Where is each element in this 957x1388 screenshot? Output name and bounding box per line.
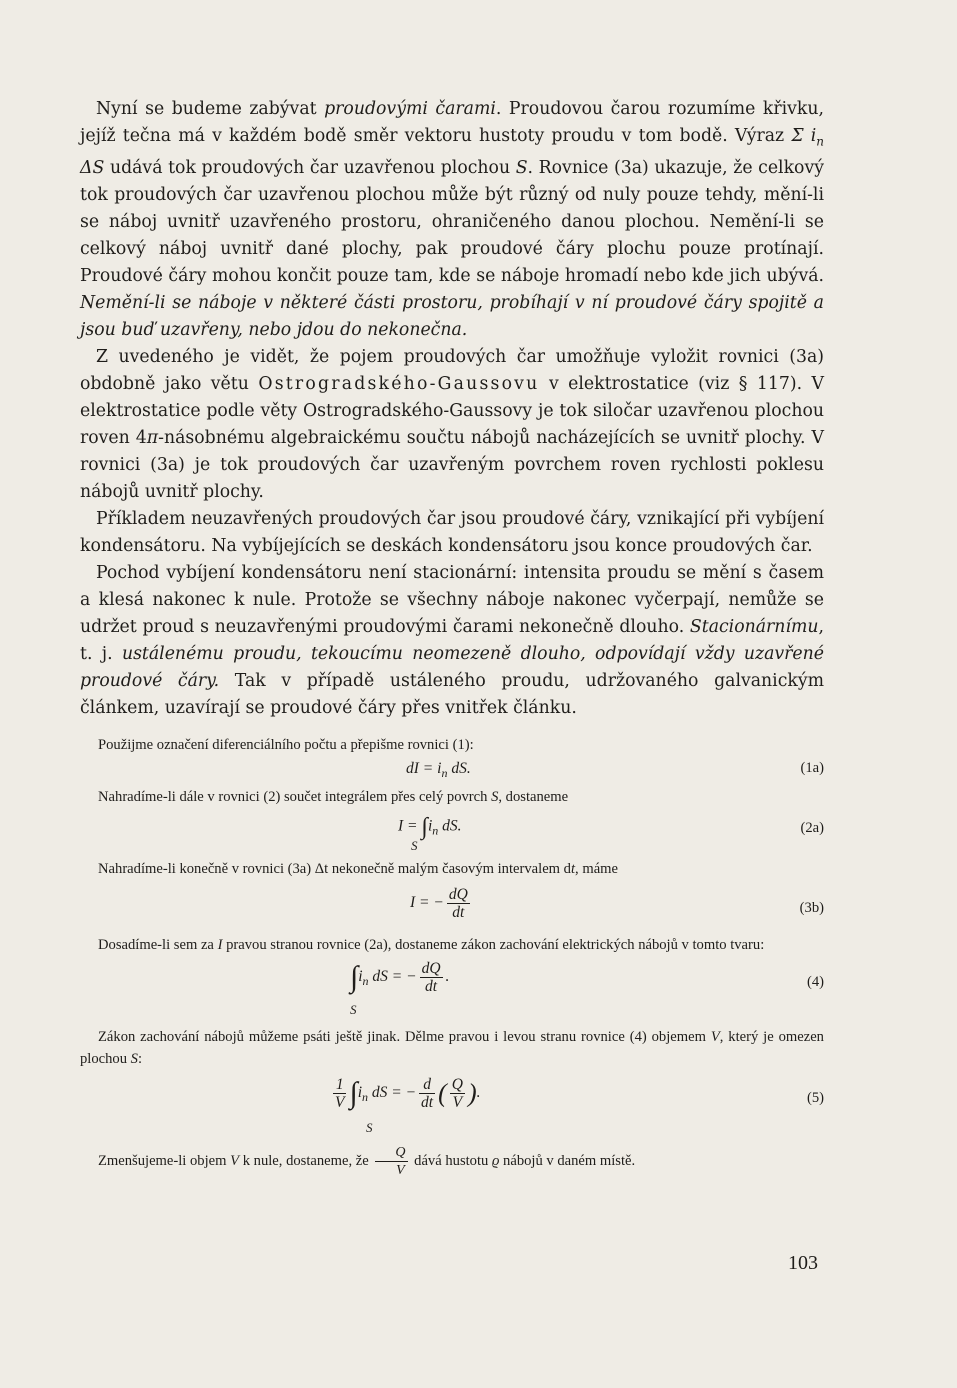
small-text-3	[80, 858, 824, 880]
numerator: 1	[335, 1076, 344, 1094]
spaced-name: Ostrogradského-Gaussovu	[258, 374, 540, 395]
small-text-1: Použijme označení diferenciálního počtu a přepišme rovnici (1):	[98, 737, 474, 754]
math-pi: π	[146, 428, 159, 449]
math-s: S	[491, 789, 499, 806]
equation-5	[80, 1070, 824, 1140]
math-t: t	[570, 861, 576, 878]
math-rho: ϱ	[491, 1153, 500, 1170]
math-v: V	[710, 1029, 720, 1046]
eq-sub: n	[362, 974, 369, 989]
math-s: S	[130, 1051, 138, 1068]
math-delta-s: ΔS	[80, 158, 105, 179]
integral-sign: ∫	[421, 814, 428, 841]
equation-number: (1a)	[800, 760, 824, 777]
equation-number: (5)	[806, 1090, 824, 1107]
fraction-1-v	[333, 1076, 346, 1111]
math-sum: Σ i	[791, 126, 817, 146]
emphasis: Stacionárnímu	[689, 617, 819, 638]
text: Nyní se budeme zabývat	[96, 99, 325, 119]
text: , dostaneme	[498, 789, 569, 806]
left-paren: (	[438, 1078, 447, 1108]
text: , který je omezen plochou	[80, 1029, 824, 1068]
eq-rhs: dS.	[438, 818, 462, 836]
equation-1a	[80, 756, 824, 786]
small-text-5	[80, 1026, 824, 1070]
text: Nahradíme-li dále v rovnici (2) součet integrálem přes celý povrch	[98, 789, 492, 806]
numerator: Q	[451, 1076, 463, 1094]
fraction-d-dt	[419, 1076, 435, 1111]
integral-lower-limit: S	[366, 1120, 373, 1136]
text: Nahradíme-li konečně v rovnici (3a) Δt nekonečně malým časovým intervalem d	[98, 861, 571, 878]
right-paren: )	[467, 1078, 477, 1108]
text: nábojů v daném místě.	[499, 1153, 636, 1170]
math-i: I	[217, 937, 223, 954]
text: . Proudovou čarou rozumíme křivku, jejíž tečna má v každém bodě směr vektoru hustoty proudu v tom bodě. Výraz	[80, 99, 825, 146]
paragraph-gauss	[80, 344, 824, 506]
eq-sub: n	[441, 766, 448, 781]
eq-end: .	[476, 1084, 481, 1102]
denominator: dt	[420, 977, 443, 995]
text: :	[137, 1051, 143, 1068]
eq-mid: dS = −	[368, 1084, 417, 1102]
page-content	[80, 96, 824, 1179]
equation-number: (2a)	[800, 820, 824, 837]
eq-rhs: dS.	[447, 760, 471, 778]
integral-sign: ∫	[349, 1076, 358, 1110]
emphasis: ustálenému proudu, tekoucímu neomezeně dlouho, odpovídají vždy uzavřené proudové čáry.	[80, 644, 825, 692]
text: dává hustotu	[410, 1153, 492, 1170]
text: udává tok proudových čar uzavřenou plochou	[104, 158, 516, 179]
math-s: S	[515, 158, 528, 179]
integral-sign: ∫	[350, 960, 359, 994]
numerator: dQ	[448, 886, 468, 904]
equation-4	[80, 956, 824, 1026]
equation-body	[330, 1076, 481, 1111]
text: Zmenšujeme-li objem	[98, 1153, 231, 1170]
text: , máme	[575, 861, 619, 878]
fraction-dq-dt	[447, 886, 470, 921]
numerator: dQ	[421, 960, 441, 978]
small-text-2	[80, 786, 824, 808]
equation-body	[398, 812, 462, 842]
text: -násobnému algebraickému součtu nábojů nacházejících se uvnitř plochy. V rovnici (3a) je tok proudových čar uzavřeným povrchem roven rychlosti poklesu nábojů uvnitř plochy.	[80, 428, 824, 503]
equation-body	[406, 760, 471, 781]
eq-lhs: I =	[398, 818, 422, 836]
equation-3b	[80, 880, 824, 934]
eq-sub: n	[362, 1090, 368, 1105]
equation-number: (4)	[806, 974, 824, 991]
fraction-dq-dt	[420, 960, 443, 995]
small-text-6	[80, 1144, 824, 1179]
eq-var: i	[357, 1084, 362, 1102]
eq-sub: n	[432, 824, 439, 839]
equation-body	[350, 960, 449, 995]
denominator: dt	[421, 1094, 434, 1112]
paragraph-stationary	[80, 560, 824, 722]
equation-body	[410, 886, 473, 921]
emphasis: Nemění-li se náboje v některé části prostoru, probíhají v ní proudové čáry spojitě a jsou buď uzavřeny, nebo jdou do nekonečna.	[80, 293, 824, 341]
text: v elektrostatice (viz § 117). V elektrostatice podle věty Ostrogradského-Gaussovy je tok siločar uzavřenou plochou roven 4	[80, 374, 824, 449]
numerator: Q	[395, 1145, 406, 1161]
paragraph-capacitor: Příkladem neuzavřených proudových čar jsou proudové čáry, vznikající při vybíjení kondensátoru. Na vybíjejících se deskách kondensátoru jsou konce proudových čar.	[80, 509, 824, 557]
text: Pochod vybíjení kondensátoru není stacionární: intensita proudu se mění s časem a klesá nakonec k nule. Protože se všechny náboje nakonec vyčerpají, nemůže se udržet proud s neuzavřenými proudovými čarami nekonečně dlouho.	[80, 563, 824, 638]
eq-lhs: I = −	[410, 894, 444, 912]
eq-var: i	[358, 968, 363, 986]
denominator: V	[450, 1093, 465, 1111]
eq-end: .	[445, 968, 450, 986]
text: Dosadíme-li sem za	[98, 937, 218, 954]
integral-lower-limit: S	[350, 1002, 357, 1018]
paragraph-current-lines	[80, 96, 824, 344]
denominator: dt	[447, 903, 470, 921]
text: Z uvedeného je vidět, že pojem proudových čar umožňuje vyložit rovnici (3a) obdobně jako větu	[80, 347, 824, 395]
text: . Rovnice (3a) ukazuje, že celkový tok proudových čar uzavřenou plochou může být různý od nuly pouze tehdy, mění-li se náboj uvnitř uzavřeného prostoru, ohraničeného danou plochou. Nemění-li se celkový náboj uvnitř dané plochy, pak proudové čáry plochu pouze protínají. Proudové čáry mohou končit pouze tam, kde se náboje hromadí nebo kde jich ubývá.	[80, 158, 824, 287]
equation-number: (3b)	[799, 900, 824, 917]
denominator: V	[375, 1161, 407, 1179]
equation-2a	[80, 808, 824, 858]
text: , t. j.	[80, 617, 824, 665]
integral-lower-limit: S	[411, 838, 418, 854]
eq-var: i	[427, 818, 433, 836]
text: pravou stranou rovnice (2a), dostaneme zákon zachování elektrických nábojů v tomto tvaru:	[222, 937, 765, 954]
eq-lhs: dI = i	[406, 760, 442, 778]
text: Zákon zachování nábojů můžeme psáti ještě jinak. Dělme pravou i levou stranu rovnice (4) objemem	[98, 1029, 711, 1046]
text: k nule, dostaneme, že	[239, 1153, 373, 1170]
small-text-4	[80, 934, 824, 956]
term-current-lines: proudovými čarami	[324, 99, 496, 119]
text: Tak v případě ustáleného proudu, udržovaného galvanickým článkem, uzavírají se proudové čáry přes vnitřek článku.	[80, 671, 824, 719]
fraction-q-v	[450, 1076, 465, 1111]
math-sub: n	[816, 134, 824, 149]
eq-mid: dS = −	[368, 968, 417, 986]
denominator: V	[335, 1094, 345, 1112]
page-number: 103	[788, 1252, 818, 1274]
numerator: d	[423, 1076, 431, 1094]
math-v: V	[230, 1153, 240, 1170]
fraction-q-v-inline	[375, 1144, 407, 1179]
